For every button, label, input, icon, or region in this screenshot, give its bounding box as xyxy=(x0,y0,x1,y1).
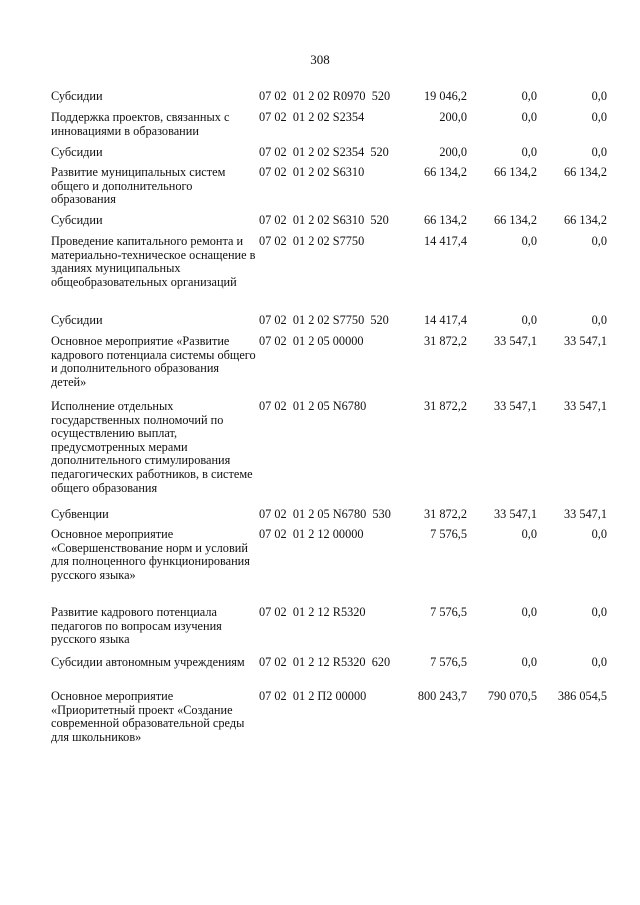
amount-year-2: 0,0 xyxy=(521,313,537,327)
amount-year-2: 0,0 xyxy=(521,234,537,248)
amount-year-2: 0,0 xyxy=(521,527,537,541)
item-name: Основное мероприятие «Совершенствование норм и условий для полноценного функционирования русского языка» xyxy=(51,527,250,582)
budget-code: 07 02 01 2 П2 00000 xyxy=(259,689,367,703)
budget-code: 07 02 01 2 02 S6310 520 xyxy=(259,213,389,227)
amount-year-1: 7 576,5 xyxy=(430,655,467,669)
item-name: Основное мероприятие «Развитие кадрового потенциала системы общего и дополнительного образования детей» xyxy=(51,334,256,389)
amount-year-1: 31 872,2 xyxy=(423,334,467,348)
budget-code: 07 02 01 2 02 S2354 520 xyxy=(259,145,389,159)
amount-year-2: 33 547,1 xyxy=(493,399,537,413)
budget-code: 07 02 01 2 02 S2354 xyxy=(259,110,365,124)
amount-year-3: 0,0 xyxy=(591,605,607,619)
amount-year-1: 66 134,2 xyxy=(423,213,467,227)
budget-code: 07 02 01 2 02 S6310 xyxy=(259,165,365,179)
amount-year-1: 800 243,7 xyxy=(417,689,467,703)
amount-year-3: 0,0 xyxy=(591,313,607,327)
amount-year-1: 31 872,2 xyxy=(423,399,467,413)
amount-year-1: 7 576,5 xyxy=(430,527,467,541)
amount-year-2: 0,0 xyxy=(521,110,537,124)
item-name: Проведение капитального ремонта и материально-техническое оснащение в зданиях муниципальных общеобразовательных организаций xyxy=(51,234,256,289)
budget-code: 07 02 01 2 12 R5320 xyxy=(259,605,366,619)
budget-code: 07 02 01 2 02 S7750 520 xyxy=(259,313,389,327)
amount-year-2: 0,0 xyxy=(521,145,537,159)
amount-year-1: 66 134,2 xyxy=(423,165,467,179)
amount-year-1: 19 046,2 xyxy=(423,89,467,103)
budget-code: 07 02 01 2 02 R0970 520 xyxy=(259,89,391,103)
item-name: Исполнение отдельных государственных полномочий по осуществлению выплат, предусмотренных мерами дополнительного стимулирования педагогических работников, в системе общего образования xyxy=(51,399,253,495)
amount-year-3: 0,0 xyxy=(591,527,607,541)
amount-year-3: 386 054,5 xyxy=(557,689,607,703)
budget-code: 07 02 01 2 12 R5320 620 xyxy=(259,655,391,669)
budget-code: 07 02 01 2 02 S7750 xyxy=(259,234,365,248)
amount-year-1: 200,0 xyxy=(439,145,467,159)
item-name: Развитие кадрового потенциала педагогов по вопросам изучения русского языка xyxy=(51,605,222,647)
amount-year-2: 790 070,5 xyxy=(487,689,537,703)
amount-year-3: 0,0 xyxy=(591,655,607,669)
item-name: Субсидии автономным учреждениям xyxy=(51,655,245,669)
item-name: Субсидии xyxy=(51,213,103,227)
amount-year-1: 7 576,5 xyxy=(430,605,467,619)
amount-year-3: 66 134,2 xyxy=(563,213,607,227)
amount-year-3: 0,0 xyxy=(591,145,607,159)
page-number: 308 xyxy=(310,52,330,67)
amount-year-2: 0,0 xyxy=(521,605,537,619)
amount-year-3: 33 547,1 xyxy=(563,334,607,348)
amount-year-1: 14 417,4 xyxy=(423,313,467,327)
amount-year-3: 0,0 xyxy=(591,234,607,248)
item-name: Субвенции xyxy=(51,507,109,521)
amount-year-3: 0,0 xyxy=(591,110,607,124)
amount-year-2: 0,0 xyxy=(521,89,537,103)
amount-year-2: 33 547,1 xyxy=(493,507,537,521)
amount-year-2: 66 134,2 xyxy=(493,165,537,179)
budget-code: 07 02 01 2 05 00000 xyxy=(259,334,364,348)
item-name: Основное мероприятие «Приоритетный проект «Создание современной образовательной среды для школьников» xyxy=(51,689,245,744)
amount-year-2: 66 134,2 xyxy=(493,213,537,227)
amount-year-3: 33 547,1 xyxy=(563,507,607,521)
amount-year-1: 14 417,4 xyxy=(423,234,467,248)
amount-year-3: 66 134,2 xyxy=(563,165,607,179)
item-name: Развитие муниципальных систем общего и дополнительного образования xyxy=(51,165,226,207)
item-name: Субсидии xyxy=(51,145,103,159)
item-name: Субсидии xyxy=(51,89,103,103)
item-name: Поддержка проектов, связанных с инновациями в образовании xyxy=(51,110,230,138)
amount-year-3: 0,0 xyxy=(591,89,607,103)
budget-code: 07 02 01 2 05 N6780 530 xyxy=(259,507,391,521)
amount-year-3: 33 547,1 xyxy=(563,399,607,413)
amount-year-2: 0,0 xyxy=(521,655,537,669)
item-name: Субсидии xyxy=(51,313,103,327)
amount-year-1: 200,0 xyxy=(439,110,467,124)
amount-year-1: 31 872,2 xyxy=(423,507,467,521)
budget-code: 07 02 01 2 12 00000 xyxy=(259,527,364,541)
budget-code: 07 02 01 2 05 N6780 xyxy=(259,399,367,413)
amount-year-2: 33 547,1 xyxy=(493,334,537,348)
